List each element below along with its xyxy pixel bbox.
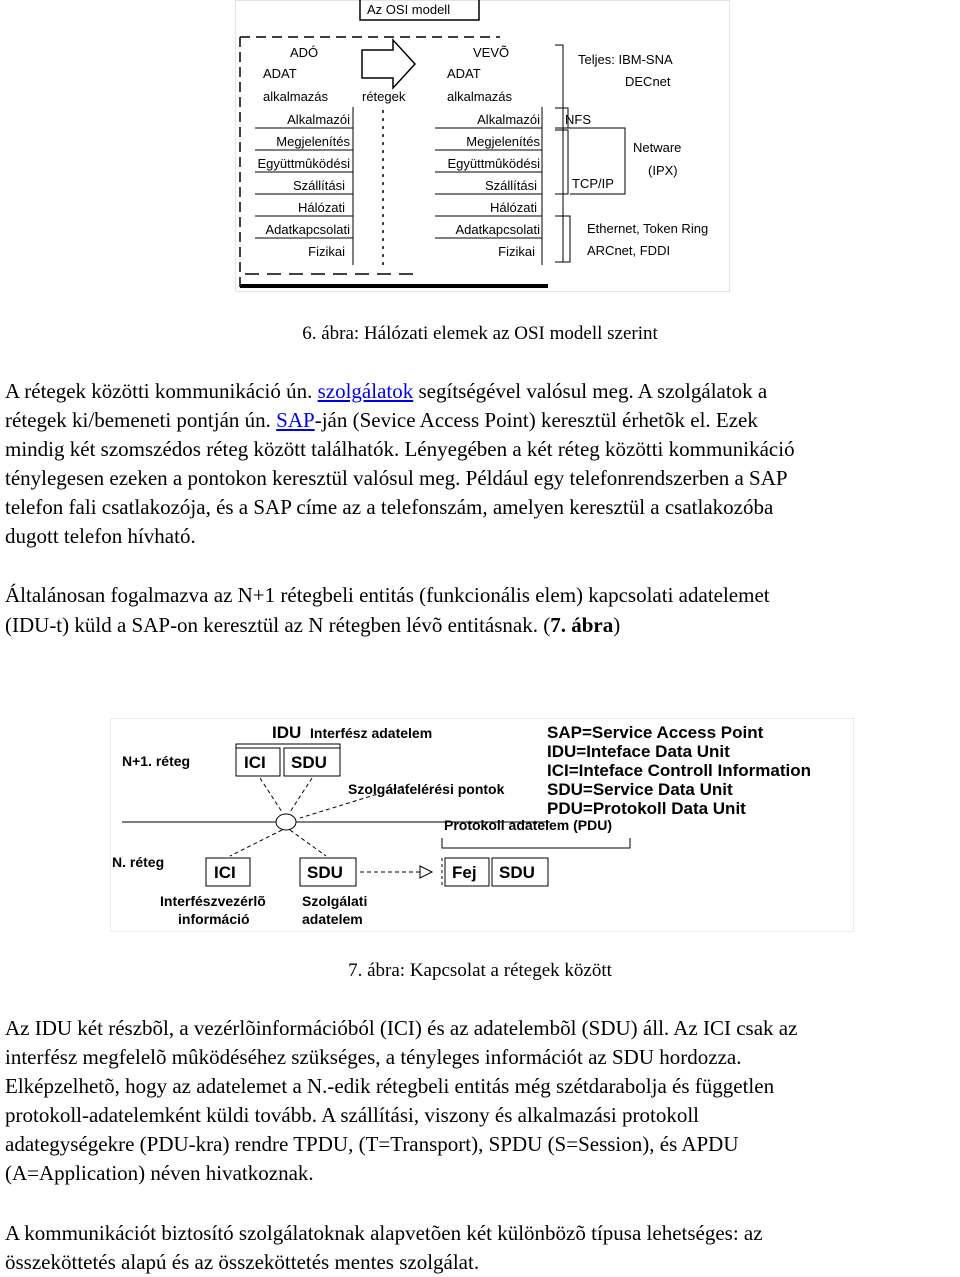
idu-desc: Interfész adatelem bbox=[310, 725, 433, 741]
pdu-label: Protokoll adatelem (PDU) bbox=[444, 817, 613, 833]
protocol-ipx: (IPX) bbox=[648, 163, 678, 178]
legend-sdu: SDU=Service Data Unit bbox=[547, 780, 733, 799]
legend-idu: IDU=Inteface Data Unit bbox=[547, 742, 730, 761]
sdu-label-upper: SDU bbox=[291, 753, 327, 772]
paragraph-1-line-2 bbox=[5, 406, 960, 435]
receiver-title: VEVÕ bbox=[473, 45, 510, 60]
paragraph-3-line-1: Az IDU két részbõl, a vezérlõinformációból (ICI) és az adatelembõl (SDU) áll. Az ICI csak az bbox=[5, 1016, 798, 1040]
text-segment: (IDU-t) küld a SAP-on keresztül az N rétegben lévõ entitásnak. ( bbox=[5, 613, 551, 637]
ici-desc-line-1: Interfészvezérlõ bbox=[160, 893, 266, 909]
receiver-layer-2: Megjelenítés bbox=[466, 134, 540, 149]
paragraph-1-line-3: mindig két szomszédos réteg között találhatók. Lényegében a két réteg közötti kommunikáció bbox=[5, 437, 795, 461]
receiver-layer-3: Együttmûködési bbox=[447, 156, 540, 171]
sdu-desc-line-2: adatelem bbox=[302, 911, 363, 927]
link-sap[interactable]: SAP bbox=[276, 408, 315, 432]
sender-layer-3: Együttmûködési bbox=[257, 156, 350, 171]
text-segment: ) bbox=[613, 613, 621, 637]
idu-label: IDU bbox=[272, 723, 302, 742]
legend-ici: ICI=Inteface Controll Information bbox=[547, 761, 811, 780]
paragraph-3-line-6: (A=Application) néven hivatkoznak. bbox=[5, 1161, 314, 1185]
paragraph-1-line-1 bbox=[5, 377, 960, 406]
receiver-data: ADAT bbox=[447, 66, 481, 81]
paragraph-1-line-6: dugott telefon hívható. bbox=[5, 524, 196, 548]
ici-desc-line-2: információ bbox=[178, 911, 250, 927]
osi-model-figure bbox=[235, 0, 730, 292]
header-label: Fej bbox=[452, 863, 477, 882]
sdu-label-lower: SDU bbox=[307, 863, 343, 882]
paragraph-4-line-1: A kommunikációt biztosító szolgálatoknak alapvetõen két különbözõ típusa lehetséges: az bbox=[5, 1221, 763, 1245]
paragraph-1-line-5: telefon fali csatlakozója, és a SAP címe az a telefonszám, amelyen keresztül a csatlakozóba bbox=[5, 495, 774, 519]
legend-sap: SAP=Service Access Point bbox=[547, 723, 764, 742]
text-segment: segítségével valósul meg. A szolgálatok a bbox=[413, 379, 768, 403]
paragraph-3-line-4: protokoll-adatelemként küldi tovább. A szállítási, viszony és alkalmazási protokoll bbox=[5, 1103, 700, 1127]
text-segment: A rétegek közötti kommunikáció ún. bbox=[5, 379, 318, 403]
sender-layer-6: Adatkapcsolati bbox=[265, 222, 350, 237]
figure-6-caption: 6. ábra: Hálózati elemek az OSI modell szerint bbox=[302, 323, 658, 344]
text-segment: rétegek ki/bemeneti pontján ún. bbox=[5, 408, 277, 432]
sap-points-label: Szolgálatelérési pontok bbox=[348, 781, 505, 797]
paragraph-3-line-5: adategységekre (PDU-kra) rendre TPDU, (T=Transport), SPDU (S=Session), és APDU bbox=[5, 1132, 739, 1156]
protocol-decnet: DECnet bbox=[625, 74, 671, 89]
sender-app: alkalmazás bbox=[263, 89, 329, 104]
n-plus-1-layer-label: N+1. réteg bbox=[122, 753, 191, 769]
layer-connection-figure bbox=[110, 718, 854, 932]
sdu-label-pdu: SDU bbox=[499, 863, 535, 882]
receiver-layer-7: Fizikai bbox=[498, 244, 535, 259]
protocol-netware: Netware bbox=[633, 140, 682, 155]
legend-pdu: PDU=Protokoll Data Unit bbox=[547, 799, 746, 818]
paragraph-2-line-2 bbox=[5, 611, 960, 640]
sender-layer-1: Alkalmazói bbox=[287, 112, 350, 127]
receiver-layer-6: Adatkapcsolati bbox=[455, 222, 540, 237]
sap-point-icon bbox=[276, 814, 296, 830]
figure-7-caption: 7. ábra: Kapcsolat a rétegek között bbox=[348, 960, 612, 981]
paragraph-2-line-1: Általánosan fogalmazva az N+1 rétegbeli entitás (funkcionális elem) kapcsolati adatelemet bbox=[5, 583, 770, 607]
protocol-tcpip: TCP/IP bbox=[572, 176, 614, 191]
sdu-desc-line-1: Szolgálati bbox=[302, 893, 368, 909]
protocol-nfs: NFS bbox=[565, 112, 591, 127]
paragraph-3-line-2: interfész megfelelõ mûködéséhez szükséges, a tényleges információt az SDU hordozza. bbox=[5, 1045, 742, 1069]
receiver-layer-5: Hálózati bbox=[490, 200, 537, 215]
sender-title: ADÓ bbox=[290, 45, 319, 60]
sender-layer-4: Szállítási bbox=[292, 178, 345, 193]
protocol-arcnet: ARCnet, FDDI bbox=[587, 243, 671, 258]
paragraph-1-line-4: ténylegesen ezeken a pontokon keresztül valósul meg. Például egy telefonrendszerben a SAP bbox=[5, 466, 788, 490]
sender-layer-7: Fizikai bbox=[308, 244, 345, 259]
receiver-app: alkalmazás bbox=[447, 89, 513, 104]
sender-layer-5: Hálózati bbox=[298, 200, 345, 215]
receiver-layer-4: Szállítási bbox=[484, 178, 537, 193]
figure-title: Az OSI modell bbox=[367, 2, 451, 17]
receiver-layer-1: Alkalmazói bbox=[477, 112, 540, 127]
link-szolgalatok[interactable]: szolgálatok bbox=[317, 379, 414, 403]
paragraph-4-line-2: összeköttetés alapú és az összeköttetés mentes szolgálat. bbox=[5, 1250, 480, 1274]
ici-label-lower: ICI bbox=[214, 863, 236, 882]
n-layer-label: N. réteg bbox=[112, 854, 165, 870]
layers-label: rétegek bbox=[362, 89, 406, 104]
protocol-ethernet: Ethernet, Token Ring bbox=[587, 221, 709, 236]
text-segment: -ján (Sevice Access Point) keresztül érhetõk el. Ezek bbox=[314, 408, 758, 432]
paragraph-3-line-3: Elképzelhetõ, hogy az adatelemet a N.-edik rétegbeli entitás még szétdarabolja és független bbox=[5, 1074, 775, 1098]
protocol-full: Teljes: IBM-SNA bbox=[578, 52, 673, 67]
ici-label-upper: ICI bbox=[244, 753, 266, 772]
sender-layer-2: Megjelenítés bbox=[276, 134, 350, 149]
figure-7-reference: 7. ábra bbox=[550, 613, 614, 637]
sender-data: ADAT bbox=[263, 66, 297, 81]
